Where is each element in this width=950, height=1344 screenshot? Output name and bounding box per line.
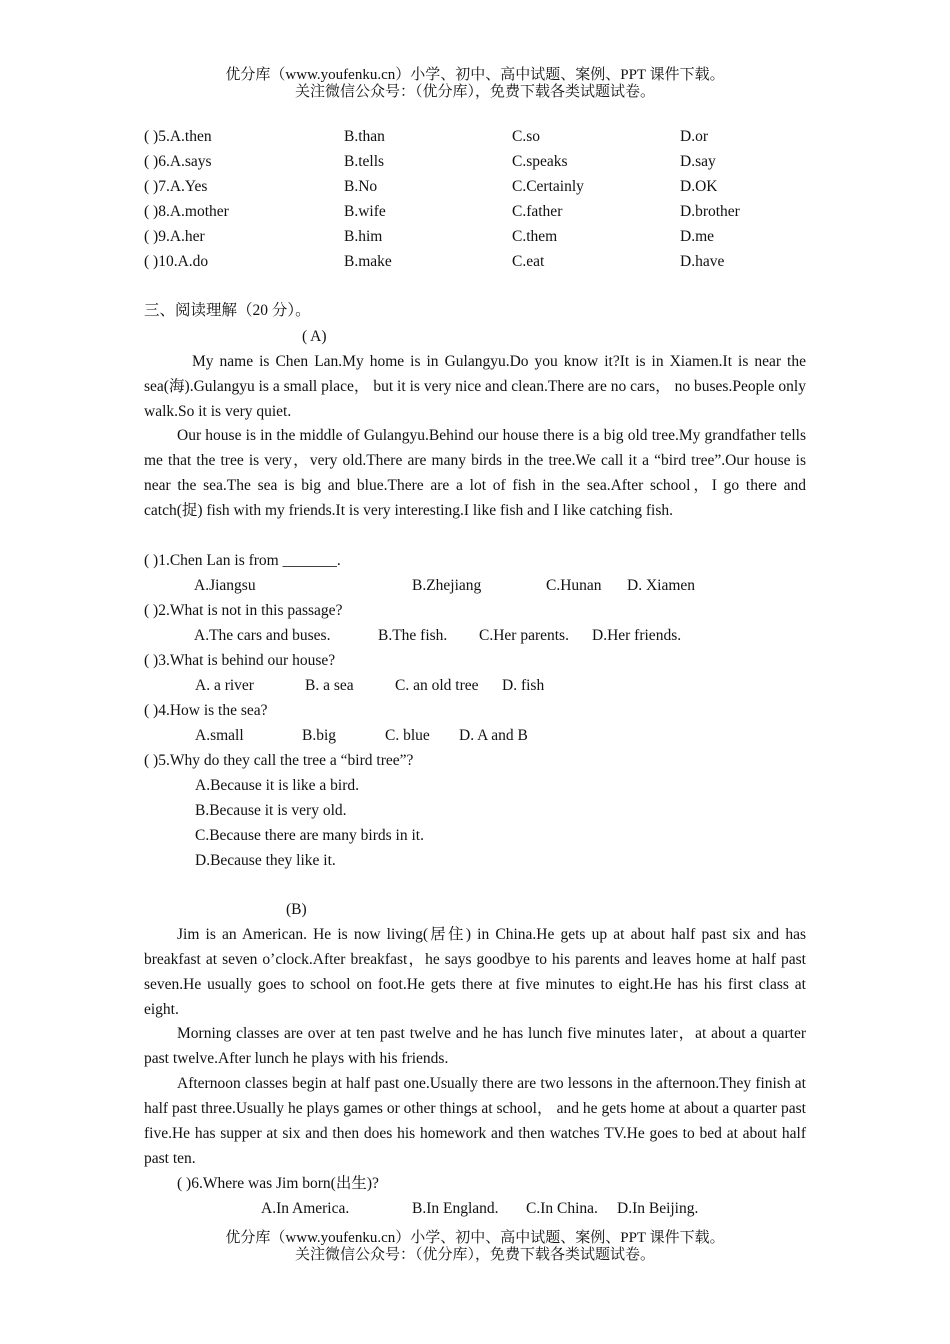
option-c: C.Because there are many birds in it. — [195, 827, 424, 844]
answer-options — [144, 1196, 806, 1221]
question-stem: ( )3.What is behind our house? — [144, 652, 336, 669]
cloze-option-b: B.No — [344, 178, 378, 195]
option-d: D. A and B — [459, 727, 528, 744]
option-c: C.In China. — [526, 1200, 598, 1217]
footer-line-2: 关注微信公众号：（优分库），免费下载各类试题试卷。 — [294, 1247, 655, 1263]
header-line-1: 优分库（www.youfenku.cn）小学、初中、高中试题、案例、PPT 课件下载。 — [225, 67, 725, 83]
cloze-option-d: D.brother — [680, 203, 740, 220]
option-b: B.Because it is very old. — [195, 802, 347, 819]
cloze-question: ( )7.A.Yes — [144, 178, 208, 195]
passage-b-paragraph-1: Jim is an American. He is now living(居住) in China.He gets up at about half past six and has breakfast at seven o’clock.After breakfast，he says goodbye to his parents and leaves home at half past seven.He usually goes to school on foot.He gets there at five minutes to eight.He has his first class at eight. — [144, 926, 806, 1018]
cloze-option-c: C.Certainly — [512, 178, 584, 195]
option-d: D. Xiamen — [627, 577, 696, 594]
option-b: B.big — [302, 727, 337, 744]
passage-a-label: ( A) — [302, 328, 327, 345]
passage-b-label: (B) — [286, 901, 307, 918]
answer-options — [144, 673, 806, 698]
option-a: A.Because it is like a bird. — [195, 777, 359, 794]
question-stem: ( )4.How is the sea? — [144, 702, 268, 719]
cloze-question: ( )10.A.do — [144, 253, 209, 270]
header-line-2: 关注微信公众号：（优分库），免费下载各类试题试卷。 — [294, 84, 655, 100]
option-b: B.The fish. — [378, 627, 448, 644]
cloze-option-c: C.them — [512, 228, 558, 245]
cloze-option-d: D.me — [680, 228, 715, 245]
option-c: C. an old tree — [395, 677, 479, 694]
answer-options — [144, 623, 806, 648]
passage-a-paragraph-2: Our house is in the middle of Gulangyu.Behind our house there is a big old tree.My grandfather tells me that the tree is very，very old.There are many birds in the tree.We call it a “bird tree”.Our house is near the sea.The sea is big and blue.There are a lot of fish in the sea.After school，I go there and catch(捉) fish with my friends.It is very interesting.I like fish and I like catching fish. — [144, 427, 806, 519]
footer-line-1: 优分库（www.youfenku.cn）小学、初中、高中试题、案例、PPT 课件下载。 — [225, 1230, 725, 1246]
option-d: D.In Beijing. — [617, 1200, 699, 1217]
cloze-option-b: B.wife — [344, 203, 386, 220]
section-title: 三、阅读理解（20 分）。 — [144, 302, 311, 319]
option-a: A.In America. — [261, 1200, 350, 1217]
question-stem: ( )6.Where was Jim born(出生)? — [177, 1175, 379, 1192]
option-a: A.The cars and buses. — [194, 627, 331, 644]
option-d: D. fish — [502, 677, 545, 694]
option-d: D.Her friends. — [592, 627, 682, 644]
cloze-option-b: B.tells — [344, 153, 385, 170]
option-a: A.small — [195, 727, 244, 744]
answer-options — [144, 723, 806, 748]
option-d: D.Because they like it. — [195, 852, 336, 869]
option-c: C.Her parents. — [479, 627, 569, 644]
cloze-question: ( )5.A.then — [144, 128, 212, 145]
cloze-question: ( )6.A.says — [144, 153, 212, 170]
passage-b-paragraph-3: Afternoon classes begin at half past one.Usually there are two lessons in the afternoon.They finish at half past three.Usually he plays games or other things at school， and he gets home at about a quarter past five.He has supper at six and then does his homework and then watches TV.He goes to bed at about half past ten. — [144, 1075, 806, 1167]
question-stem: ( )1.Chen Lan is from _______. — [144, 552, 341, 569]
cloze-option-d: D.or — [680, 128, 708, 145]
option-b: B.Zhejiang — [412, 577, 482, 594]
cloze-option-d: D.have — [680, 253, 725, 270]
answer-options — [144, 573, 806, 598]
cloze-option-b: B.than — [344, 128, 385, 145]
option-b: B.In England. — [412, 1200, 499, 1217]
option-b: B. a sea — [305, 677, 354, 694]
cloze-option-d: D.OK — [680, 178, 718, 195]
question-stem: ( )2.What is not in this passage? — [144, 602, 343, 619]
passage-a-paragraph-1: My name is Chen Lan.My home is in Gulangyu.Do you know it?It is in Xiamen.It is near the sea(海).Gulangyu is a small place， but it is very nice and clean.There are no cars， no buses.People only walk.So it is very quiet. — [144, 353, 806, 420]
page-footer — [0, 1230, 950, 1264]
passage-b-paragraph-2: Morning classes are over at ten past twelve and he has lunch five minutes later，at about a quarter past twelve.After lunch he plays with his friends. — [144, 1025, 806, 1067]
cloze-option-c: C.speaks — [512, 153, 568, 170]
cloze-option-d: D.say — [680, 153, 716, 170]
cloze-option-b: B.make — [344, 253, 392, 270]
option-a: A. a river — [195, 677, 254, 694]
cloze-option-c: C.father — [512, 203, 563, 220]
cloze-question: ( )9.A.her — [144, 228, 205, 245]
cloze-option-c: C.so — [512, 128, 540, 145]
option-c: C. blue — [385, 727, 430, 744]
cloze-option-c: C.eat — [512, 253, 545, 270]
option-c: C.Hunan — [546, 577, 602, 594]
question-stem: ( )5.Why do they call the tree a “bird tree”? — [144, 752, 414, 769]
cloze-option-b: B.him — [344, 228, 383, 245]
option-a: A.Jiangsu — [194, 577, 256, 594]
cloze-question: ( )8.A.mother — [144, 203, 229, 220]
page-header — [0, 67, 950, 101]
